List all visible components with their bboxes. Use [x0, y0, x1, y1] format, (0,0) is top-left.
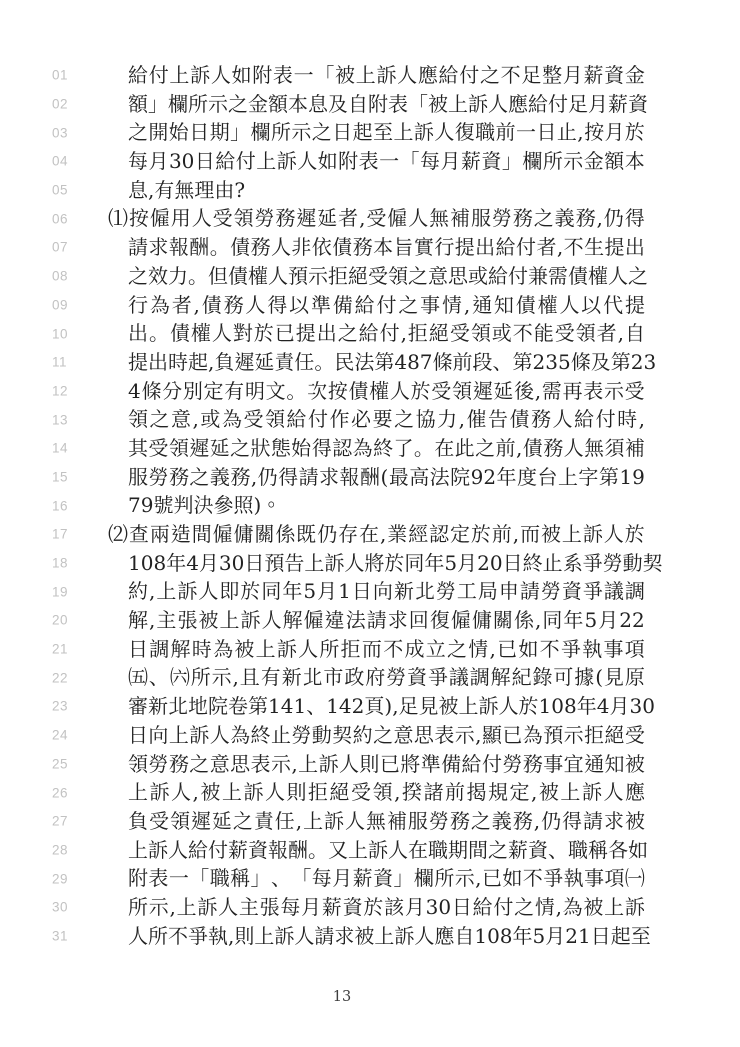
body-text-line: 服 勞 務 之 義 務 , 仍 得 請 求 報 酬 ( 最 高 法 院 92 年 度 台 上 字 第 19 — [128, 464, 645, 489]
document-line — [0, 491, 740, 520]
document-line — [0, 721, 740, 750]
body-text-line: 每 月 30 日 給 付 上 訴 人 如 附 表 一 「 每 月 薪 資 」 欄 所 示 金 額 本 — [128, 149, 645, 174]
line-number: 29 — [52, 871, 69, 887]
line-number: 17 — [52, 526, 69, 542]
body-text-line: 其 受 領 遲 延 之 狀 態 始 得 認 為 終 了 。 在 此 之 前 , 債 務 人 無 須 補 — [128, 435, 645, 460]
document-line — [0, 606, 740, 635]
document-line — [0, 176, 740, 205]
line-number: 22 — [52, 670, 69, 686]
document-line — [0, 377, 740, 406]
document-line — [0, 549, 740, 578]
line-number: 14 — [52, 440, 69, 456]
page-number: 13 — [332, 989, 352, 1005]
body-text-line: 提 出 時 起 , 負 遲 延 責 任 。 民 法 第 487 條 前 段 、 第 235 條 及 第 23 — [128, 349, 657, 374]
body-text-line: 解 , 主 張 被 上 訴 人 解 僱 違 法 請 求 回 復 僱 傭 關 係 , 同 年 5 月 22 — [128, 608, 645, 633]
document-line — [0, 836, 740, 865]
body-text-line: 行 為 者 , 債 務 人 得 以 準 備 給 付 之 事 情 , 通 知 債 權 人 以 代 提 — [128, 292, 645, 317]
line-number: 26 — [52, 785, 69, 801]
line-number: 21 — [52, 641, 69, 657]
document-line — [0, 348, 740, 377]
document-line — [0, 635, 740, 664]
body-text-line: 上 訴 人 , 被 上 訴 人 則 拒 絕 受 領 , 揆 諸 前 揭 規 定 , 被 上 訴 人 應 — [128, 780, 645, 805]
line-number: 07 — [52, 239, 69, 255]
line-number: 01 — [52, 67, 69, 83]
body-text-line: 領 之 意 , 或 為 受 領 給 付 作 必 要 之 協 力 , 催 告 債 務 人 給 付 時 , — [128, 407, 645, 432]
line-number: 13 — [52, 412, 69, 428]
document-line — [0, 319, 740, 348]
body-text-line: 領 勞 務 之 意 思 表 示 , 上 訴 人 則 已 將 準 備 給 付 勞 務 事 宜 通 知 被 — [128, 751, 645, 776]
body-text-line: 約 , 上 訴 人 即 於 同 年 5 月 1 日 向 新 北 勞 工 局 申 請 勞 資 爭 議 調 — [128, 579, 645, 604]
list-item-text: ⑴ 按 僱 用 人 受 領 勞 務 遲 延 者 , 受 僱 人 無 補 服 勞 務 之 義 務 , 仍 得 — [108, 206, 645, 231]
document-line — [0, 864, 740, 893]
body-text-line: 出 。 債 權 人 對 於 已 提 出 之 給 付 , 拒 絕 受 領 或 不 能 受 領 者 , 自 — [128, 321, 645, 346]
line-number: 09 — [52, 297, 69, 313]
line-number: 24 — [52, 727, 69, 743]
list-item-text: ⑵ 查 兩 造 間 僱 傭 關 係 既 仍 存 在 , 業 經 認 定 於 前 , 而 被 上 訴 人 於 — [108, 522, 645, 546]
body-text-line: 之 開 始 日 期 」 欄 所 示 之 日 起 至 上 訴 人 復 職 前 一 日 止 , 按 月 於 — [128, 120, 645, 145]
document-line — [0, 204, 740, 233]
body-text-line: 負 受 領 遲 延 之 責 任 , 上 訴 人 無 補 服 勞 務 之 義 務 , 仍 得 請 求 被 — [128, 808, 645, 833]
line-number: 10 — [52, 326, 69, 342]
document-line — [0, 233, 740, 262]
document-line — [0, 922, 740, 951]
body-text-line: 審 新 北 地 院 卷 第 141 、 142 頁 ) , 足 見 被 上 訴 人 於 108 年 4 月 30 — [128, 694, 655, 719]
body-text-line: 額 」 欄 所 示 之 金 額 本 息 及 自 附 表 「 被 上 訴 人 應 給 付 足 月 薪 資 — [128, 91, 648, 116]
document-line — [0, 577, 740, 606]
line-number: 31 — [52, 928, 69, 944]
body-text-line: 給 付 上 訴 人 如 附 表 一 「 被 上 訴 人 應 給 付 之 不 足 整 月 薪 資 金 — [128, 63, 645, 87]
body-text-line: ㈤ 、 ㈥ 所 示 , 且 有 新 北 市 政 府 勞 資 爭 議 調 解 紀 錄 可 據 ( 見 原 — [128, 665, 645, 690]
line-number: 27 — [52, 813, 69, 829]
body-text-line: 上 訴 人 給 付 薪 資 報 酬 。 又 上 訴 人 在 職 期 間 之 薪 資 、 職 稱 各 如 — [128, 837, 648, 862]
document-line — [0, 262, 740, 291]
body-text-line: 附 表 一 「 職 稱 」 、 「 每 月 薪 資 」 欄 所 示 , 已 如 不 爭 執 事 項 ㈠ — [128, 866, 645, 891]
document-line — [0, 291, 740, 320]
line-number: 15 — [52, 469, 69, 485]
line-number: 19 — [52, 584, 69, 600]
document-line — [0, 893, 740, 922]
document-line — [0, 147, 740, 176]
line-number: 28 — [52, 842, 69, 858]
line-number: 05 — [52, 182, 69, 198]
line-number: 06 — [52, 211, 69, 227]
body-text-line: 人 所 不 爭 執 , 則 上 訴 人 請 求 被 上 訴 人 應 自 108 年 5 月 21 日 起 至 — [128, 923, 651, 948]
body-text-line: 日 調 解 時 為 被 上 訴 人 所 拒 而 不 成 立 之 情 , 已 如 不 爭 執 事 項 — [128, 636, 645, 661]
document-line — [0, 90, 740, 119]
line-number: 25 — [52, 756, 69, 772]
document-line — [0, 118, 740, 147]
body-text-line: 息,有無理由? — [128, 177, 246, 202]
document-line — [0, 434, 740, 463]
document-line — [0, 807, 740, 836]
body-text-line: 日 向 上 訴 人 為 終 止 勞 動 契 約 之 意 思 表 示 , 顯 已 為 預 示 拒 絕 受 — [128, 722, 645, 747]
document-line — [0, 520, 740, 549]
line-number: 02 — [52, 96, 69, 112]
line-number: 08 — [52, 268, 69, 284]
line-number: 12 — [52, 383, 69, 399]
body-text-line: 所 示 , 上 訴 人 主 張 每 月 薪 資 於 該 月 30 日 給 付 之 情 , 為 被 上 訴 — [128, 894, 645, 919]
document-line — [0, 663, 740, 692]
line-number: 23 — [52, 698, 69, 714]
document-lines — [0, 61, 740, 950]
line-number: 16 — [52, 498, 69, 514]
body-text-line: 108 年 4 月 30 日 預 告 上 訴 人 將 於 同 年 5 月 20 日 終 止 系 爭 勞 動 契 — [128, 550, 663, 575]
line-number: 04 — [52, 153, 69, 169]
document-line — [0, 61, 740, 90]
line-number: 20 — [52, 612, 69, 628]
document-line — [0, 463, 740, 492]
document-line — [0, 750, 740, 779]
body-text-line: 之 效 力 。 但 債 權 人 預 示 拒 絕 受 領 之 意 思 或 給 付 兼 需 債 權 人 之 — [128, 263, 648, 288]
document-line — [0, 405, 740, 434]
line-number: 11 — [52, 354, 68, 370]
line-number: 18 — [52, 555, 69, 571]
line-number: 30 — [52, 899, 69, 915]
body-text-line: 79號判決參照)。 — [128, 493, 282, 518]
document-line — [0, 692, 740, 721]
document-line — [0, 778, 740, 807]
line-number: 03 — [52, 125, 69, 141]
body-text-line: 請 求 報 酬 。 債 務 人 非 依 債 務 本 旨 實 行 提 出 給 付 者 , 不 生 提 出 — [128, 235, 645, 260]
body-text-line: 4 條 分 別 定 有 明 文 。 次 按 債 權 人 於 受 領 遲 延 後 , 需 再 表 示 受 — [128, 378, 645, 403]
